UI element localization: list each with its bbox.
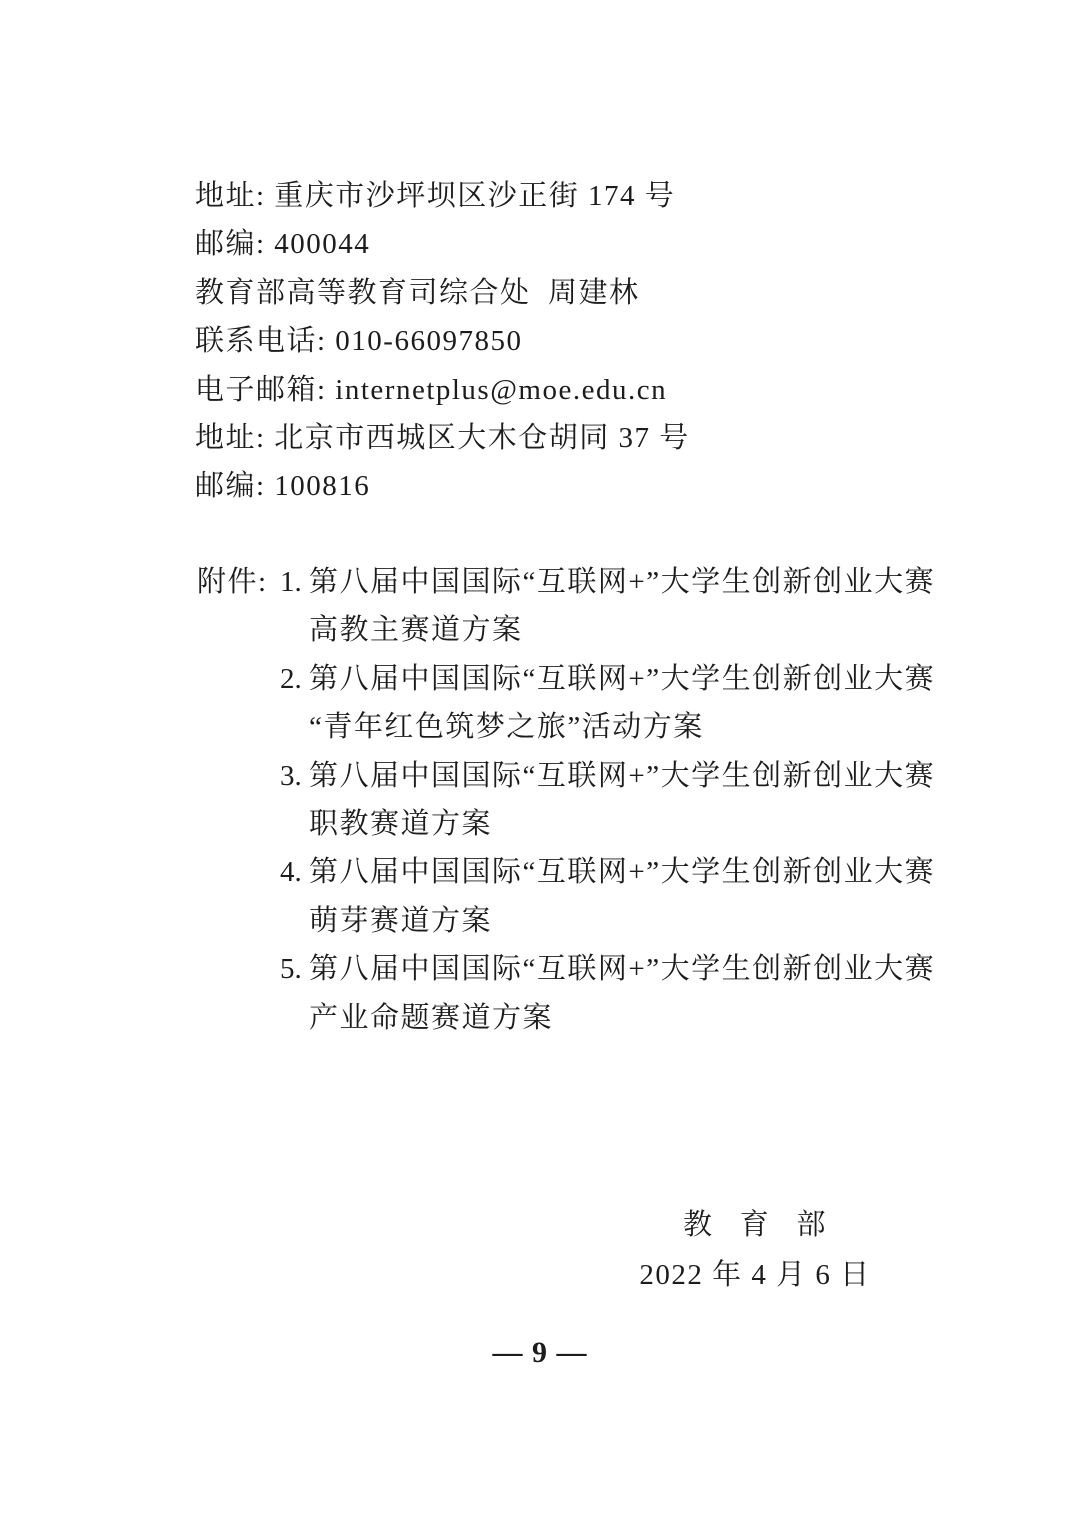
contact-line-email: 电子邮箱: internetplus@moe.edu.cn (195, 373, 668, 406)
attachment-item-subtitle: 萌芽赛道方案 (309, 904, 493, 937)
attachment-item-title (280, 752, 935, 800)
attachment-item-title-text: 第八届中国国际“互联网+”大学生创新创业大赛 (309, 662, 936, 695)
contact-line-address-2: 地址: 北京市西城区大木仓胡同 37 号 (195, 422, 690, 455)
contact-line-phone: 联系电话: 010-66097850 (195, 325, 523, 358)
signature-block (560, 1200, 950, 1300)
contact-line-postcode-2: 邮编: 100816 (195, 470, 371, 503)
attachment-item-title (280, 848, 935, 896)
attachment-item-number: 1. (280, 566, 302, 598)
attachment-item-number: 3. (280, 759, 302, 792)
attachment-item-number: 2. (280, 662, 302, 695)
attachments-label: 附件: (197, 566, 277, 598)
attachment-item-title-text: 第八届中国国际“互联网+”大学生创新创业大赛 (309, 759, 936, 792)
issuer-name: 教 育 部 (682, 1209, 827, 1241)
attachment-item (280, 752, 935, 849)
contact-info-block (195, 172, 690, 511)
attachment-item (280, 945, 935, 1042)
attachment-item-subtitle: 高教主赛道方案 (309, 614, 523, 647)
attachment-item (280, 558, 935, 655)
attachment-item-title (280, 558, 935, 606)
attachment-item-title-text: 第八届中国国际“互联网+”大学生创新创业大赛 (309, 953, 936, 986)
attachments-block (197, 558, 935, 1042)
attachment-item-subtitle: 产业命题赛道方案 (309, 1001, 554, 1034)
contact-line-department: 教育部高等教育司综合处 周建林 (195, 276, 640, 309)
attachment-item-number: 5. (280, 953, 302, 986)
attachment-item-title-text: 第八届中国国际“互联网+”大学生创新创业大赛 (309, 856, 936, 889)
attachment-item-title-text: 第八届中国国际“互联网+”大学生创新创业大赛 (309, 566, 936, 598)
page-number: — 9 — (492, 1336, 588, 1369)
attachment-item (280, 848, 935, 945)
attachment-item-subtitle: “青年红色筑梦之旅”活动方案 (309, 711, 704, 744)
attachment-item (280, 655, 935, 752)
issue-date: 2022 年 4 月 6 日 (639, 1259, 871, 1291)
contact-line-address-1: 地址: 重庆市沙坪坝区沙正街 174 号 (195, 180, 676, 212)
contact-line-postcode-1: 邮编: 400044 (195, 228, 371, 261)
attachment-item-title (280, 945, 935, 993)
attachment-item-title (280, 655, 935, 703)
attachment-item-subtitle: 职教赛道方案 (309, 808, 493, 841)
attachment-item-number: 4. (280, 856, 302, 889)
attachments-list (280, 558, 935, 1042)
